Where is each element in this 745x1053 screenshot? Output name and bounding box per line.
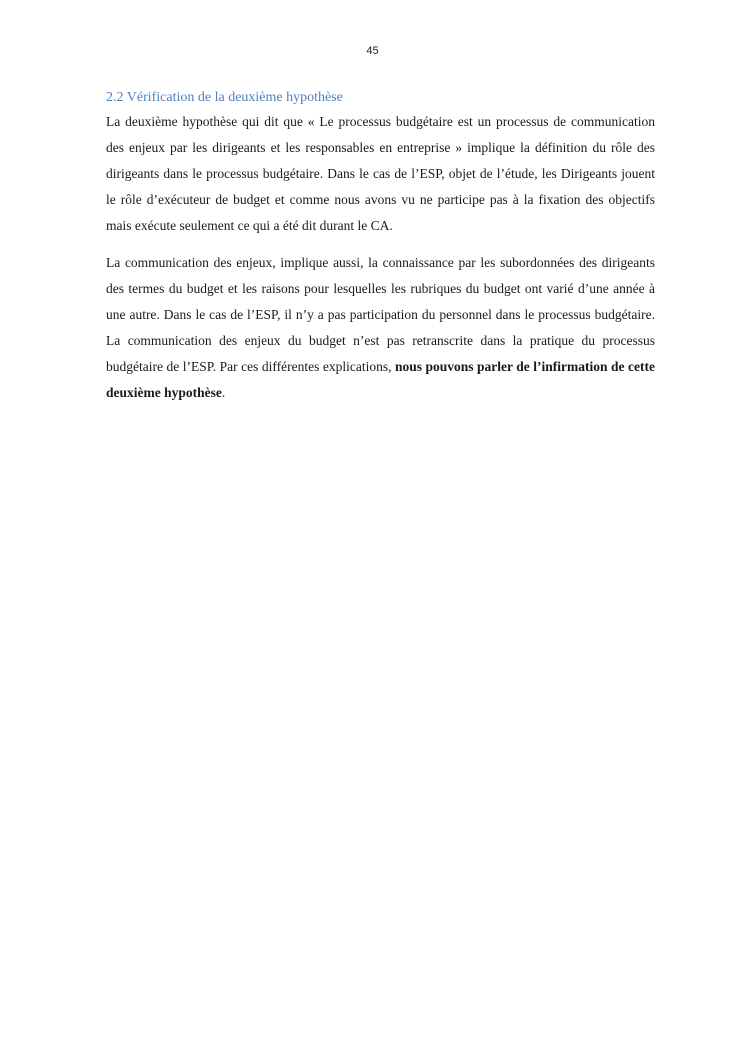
- conclusion-bold-text: nous pouvons parler de l’infirmation de cette deuxième hypothèse: [106, 359, 656, 400]
- page-number: 45: [366, 45, 379, 57]
- paragraph-2-trailing: .: [221, 385, 226, 400]
- paragraph-1-text: La deuxième hypothèse qui dit que « Le processus budgétaire est un processus de communication des enjeux par les dirigeants et les responsables en entreprise » implique la définition du rôle des dirigeants dans le processus budgétaire. Dans le cas de l’ESP, objet de l’étude, les Dirigeants jouent le rôle d’exécuteur de budget et comme nous avons vu ne participe pas à la fixation des objectifs mais exécute seulement ce qui a été dit durant le CA.: [106, 114, 655, 233]
- section-heading: 2.2 Vérification de la deuxième hypothèse: [106, 90, 343, 105]
- paragraph-2: [106, 250, 655, 406]
- paragraph-2-text: La communication des enjeux, implique aussi, la connaissance par les subordonnées des dirigeants des termes du budget et les raisons pour lesquelles les rubriques du budget ont varié d’une année à une autre. Dans le cas de l’ESP, il n’y a pas participation du personnel dans le processus budgétaire. La communication des enjeux du budget n’est pas retranscrite dans la pratique du processus budgétaire de l’ESP. Par ces différentes explications,: [106, 255, 655, 374]
- document-body: [106, 88, 655, 406]
- paragraph-1: [106, 109, 655, 239]
